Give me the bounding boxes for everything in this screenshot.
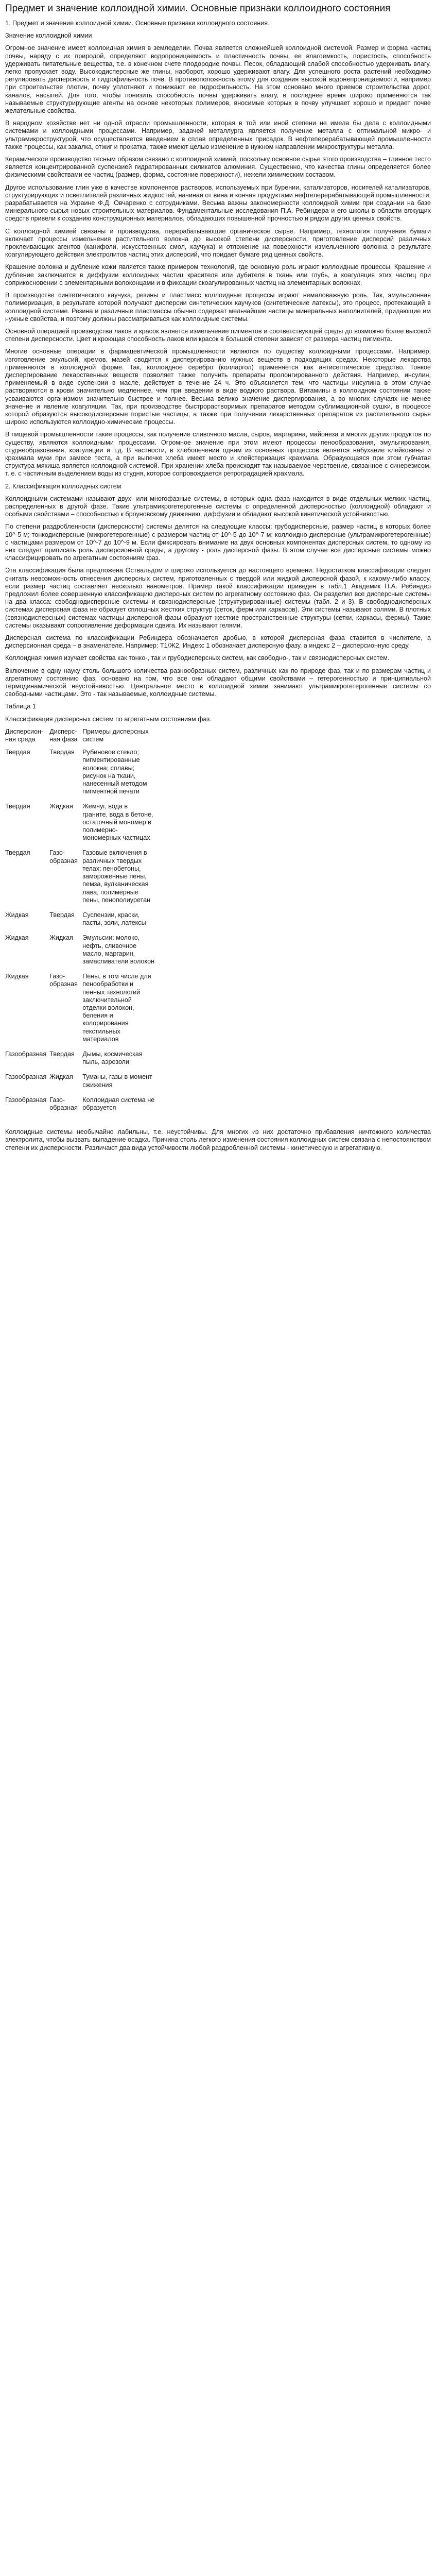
cell-examples: Рубиновое стекло; пигментированные волокна; сплавы; рисунок на ткани, нанесенный методом пигментной печати — [82, 749, 147, 795]
table-row — [5, 934, 158, 973]
cell-medium: Твердая — [5, 849, 30, 857]
table-row — [5, 1073, 158, 1096]
header-medium: Дисперсион-ная среда — [5, 727, 44, 743]
header-examples: Примеры дисперсных систем — [82, 727, 149, 743]
closing-paragraph: Коллоидные системы необычайно лабильны, т.е. неустойчивы. Для многих из них достаточно прибавления ничтожного количества электролита, чтобы вызвать выпадение осадка. Причина столь легкого изменения состояния коллоидных систем связана с непостоянством степени их дисперсности. Различают два вида устойчивости любой раздробленной системы - кинетическую и агрегативную. — [5, 1128, 431, 1151]
paragraph: Классификация дисперсных систем по агрегатным состояниям фаз. — [5, 715, 212, 723]
paragraph: Другое использование глин уже в качестве компонентов растворов, используемых при бурении, катализаторов, носителей катализаторов, структурирующих и осветлителей различных жидкостей, начиная от вина и кончая продуктами нефтеперерабатывающей промышленности, разрабатывается на Украине Ф.Д. Овчаренко с сотрудниками. Весьма важны закономерности коллоидной химии при создании на базе минерального сырья новых строительных материалов. Фундаментальные исследования П.А. Ребиндера и его школы в области вяжущих средств привели к созданию конструкционных материалов, обладающих повышенной прочностью и рядом других ценных свойств. — [5, 183, 431, 223]
table-row — [5, 749, 158, 803]
paragraph: 1. Предмет и значение коллоидной химии. Основные признаки коллоидного состояния. — [5, 20, 270, 27]
paragraph: 2. Классификация коллоидных систем — [5, 482, 121, 490]
table-header-row — [5, 728, 158, 749]
paragraph: Коллоидная химия изучает свойства как тонко-, так и грубодисперсных систем, как свободно-, так и связнодисперсных систем. — [5, 654, 390, 662]
cell-medium: Жидкая — [5, 911, 29, 919]
cell-phase: Твердая — [49, 749, 75, 756]
paragraph: Дисперсная система по классификации Ребиндера обозначается дробью, в которой дисперсная фаза ставится в числителе, а дисперсионная среда – в знаменателе. Например: Т1/Ж2, Индекс 1 обозначает дисперсную фазу, а индекс 2 – дисперсионную среду. — [5, 634, 431, 650]
paragraph: Керамическое производство тесным образом связано с коллоидной химией, поскольку основное сырье этого производства – глинное тесто является концентрированной суспензией гидратированных силикатов алюминия. Существенно, что качества глины определяется более физическими свойствами ее частиц (размер, форма, состояние поверхности), нежели химическим составом. — [5, 156, 431, 179]
cell-medium: Газообразная — [5, 1073, 47, 1081]
cell-medium: Жидкая — [5, 934, 29, 942]
cell-examples: Туманы, газы в момент сжижения — [82, 1073, 152, 1089]
paragraph: Коллоидными системами называют двух- или многофазные системы, в которых одна фаза находится в виде отдельных мелких частиц, распределенных в другой фазе. Такие ультрамикрогетерогенные системы с определенной дисперсностью (коллоидной) обладают и особыми свойствами – способностью к броуновскому движению, диффузии и обладают высокой кинетической устойчивостью. — [5, 495, 431, 518]
cell-phase: Твердая — [49, 911, 75, 919]
page-title: Предмет и значение коллоидной химии. Основные признаки коллоидного состояния — [5, 3, 391, 14]
article-body — [5, 20, 431, 723]
cell-examples: Эмульсии: молоко, нефть, сливочное масло, маргарин, замасливатели волокон — [82, 934, 155, 965]
cell-phase: Газо-образная — [49, 1096, 78, 1111]
paragraph: Значение коллоидной химии — [5, 32, 92, 40]
cell-medium: Газообразная — [5, 1050, 47, 1058]
cell-medium: Газообразная — [5, 1096, 47, 1104]
table-row — [5, 1050, 158, 1073]
cell-examples: Пены, в том числе для пенообработки и пенных технологий заключительной отделки волокон, беления и колорирования текстильных материалов — [82, 973, 151, 1043]
cell-phase: Газо-образная — [49, 973, 78, 988]
header-phase: Дисперс-ная фаза — [49, 727, 78, 743]
table-row — [5, 1096, 158, 1119]
paragraph: Основной операцией производства лаков и красок является измельчение пигментов и соответствующей среды до возможно более высокой степени дисперсности. Цвет и кроющая способность лаков или красок в большой степени зависят от размера частиц пигмента. — [5, 327, 431, 343]
cell-medium: Твердая — [5, 749, 30, 756]
paragraph: Включение в одну науку столь большого количества разнообразных систем, различных как по природе фаз, так и по размерам частиц и агрегатному состоянию фаз, основано на том, что все они обладают общими свойствами – гетерогенностью и принципиальной термодинамической неустойчивостью. Центральное место в коллоидной химии занимают ультрамикрогетерогенные системы со свободными частицами. Это - так называемые, коллоидные системы. — [5, 667, 431, 698]
paragraph: Огромное значение имеет коллоидная химия в земледелии. Почва является сложнейшей коллоидной системой. Размер и форма частиц почвы, наряду с их природой, определяют водопроницаемость и пластичность почвы, ее влагоемкость, пористость, способность удерживать питательные вещества, т.е. в конечном счете плодородие почвы. Песок, обладающий слабой способностью удерживать влагу, легко пропускает воду. Высокодисперсные же глины, наоборот, хорошо удерживают влагу. Для успешного роста растений необходимо регулировать дисперсность и гидрофильность почв. В противоположность этому для создания высокой водонепроницаемости, например при строительстве плотин, почву уплотняют и понижают ее гидрофильность. На этом основано много приемов строительства дорог, каналов, насыпей. Для того, чтобы понизить способность почвы удерживать влагу, в последнее время широко применяются так называемые структурирующие агенты на основе некоторых полимеров, вносимые которых в почву улучшает хорошо и придает почве желательные свойства. — [5, 44, 431, 115]
cell-examples: Жемчуг, вода в граните, вода в бетоне, остаточный мономер в полимерно-мономерных частицах — [82, 803, 153, 842]
dispersion-table — [5, 728, 158, 1119]
paragraph: Многие основные операции в фармацевтической промышленности являются по существу коллоидными процессами. Например, изготовление эмульсий, кремов, мазей сводится к диспергированию нужных веществ в подходящих средах. Некоторые лекарства применяются в коллоидной форме. Так, коллоидное серебро (колларгол) применяется как антисептическое средство. Тонкое диспергирование лекарственных веществ позволяет также получить препараты пролонгированного действия. Например, инсулин, применяемый в виде суспензии в масле, действует в течение 24 ч. Это объясняется тем, что частицы инсулина в этом случае растворяются в крови значительно медленнее, чем при введении в виде водного раствора. Витамины в коллоидном состоянии также усваиваются организмом значительно быстрее и полнее. Весьма велико значение диспергирования, а во многих случаях не менее значение и явление коагуляции. Так, при производстве быстрорастворимых препаратов методом сублимационной сушки, в процессе которой образуются высокодисперсные пористые частицы, а также при получении лекарственных препаратов из растительного сырья широко используются коллоидно-химические процессы. — [5, 348, 431, 426]
paragraph: С коллоидной химией связаны и производства, перерабатывающие органическое сырье. Например, технология получения бумаги включает процессы измельчения растительного волокна до высокой степени дисперсности, приготовление дисперсий различных проклеивающих агентов (канифоли, искусственных смол, каучука) и отложение на поверхности измельченного волокна в результате коагулирующего действия электролитов частиц этих дисперсий, что придает бумаге ряд ценных свойств. — [5, 227, 431, 259]
table-row — [5, 803, 158, 849]
cell-phase: Твердая — [49, 1050, 75, 1058]
table-row — [5, 849, 158, 911]
paragraph: В народном хозяйстве нет ни одной отрасли промышленности, которая в той или иной степени не имела бы дела с коллоидными системами и коллоидными процессами. Например, задачей металлурга является получение металла с оптимальной микро- и ультрамикроструктурой, что осуществляется введением в сплав определенных присадок. В нефтеперерабатывающей промышленности также процессы, как закалка, отжиг и прокатка, также имеют целью изменение в нужном направлении микроструктуры металла. — [5, 120, 431, 150]
cell-medium: Твердая — [5, 803, 30, 810]
paragraph: Эта классификация была предложена Оствальдом и широко используется до настоящего времени. Недостатком классификации следует считать невозможность отнесения дисперсных систем, приготовленных с твердой или жидкой дисперсной фазой, к какому-либо классу, если размер частиц составляет несколько нанометров. Пример такой классификации приведен в табл.1 Академик П.А. Ребиндер предложил более совершенную классификацию дисперсных систем по агрегатному состоянию фаз. Он разделил все дисперсные системы на два класса: свободнодисперсные системы и связнодисперсные (структурированные) системы (табл. 2 и 3). В свободнодисперсных системах дисперсная фаза не образует сплошных жестких структур (сеток, ферм или каркасов). Эти системы называют золями. В плотных (связнодисперсных) системах частицы дисперсной фазы образуют жесткие пространственные структуры (сетки, каркасы, фермы). Такие системы оказывают сопротивление деформации сдвига. Их называют гелями. — [5, 567, 431, 629]
cell-examples: Коллоидная система не образуется — [82, 1096, 155, 1111]
cell-phase: Газо-образная — [49, 849, 78, 865]
paragraph: Крашение волокна и дубление кожи является также примером технологий, где основную роль играют коллоидные процессы. Крашение и дубление заключается в диффузии коллоидных частиц красителя или дубителя в ткань или глубь, а коагуляция этих частиц при соприкосновении с элементарными волоконцами и в фиксации скоагулированных частиц на элементарных волокнах. — [5, 263, 431, 286]
paragraph: По степени раздробленности (дисперсности) системы делятся на следующие классы: грубодисперсные, размер частиц в которых более 10^-5 м; тонкодисперсные (микрогетерогенные) с размером частиц от 10^-5 до 10^-7 м; коллоидно-дисперсные (ультрамикрогетерогенные) с частицами размером от 10^-7 до 10^-9 м. Если фиксировать внимание на двух основных компонентах дисперсных систем, то одному из них следует приписать роль дисперсионной среды, а другому - роль дисперсной фазы. В этом случае все дисперсные системы можно классифицировать по агрегатным состояниям фаз. — [5, 523, 431, 562]
cell-phase: Жидкая — [49, 803, 73, 810]
article — [0, 0, 436, 1167]
cell-medium: Жидкая — [5, 973, 29, 980]
cell-phase: Жидкая — [49, 1073, 73, 1081]
table-row — [5, 973, 158, 1050]
paragraph: В пищевой промышленности такие процессы, как получение сливочного масла, сыров, маргарина, майонеза и многих других продуктов по существу, являются коллоидными процессами. Огромное значение при этом имеют процессы пенообразования, эмульгирования, студнеобразования, коагуляции и т.д. В частности, в хлебопечении одним из основных процессов является набухание клейковины и крахмала муки при замесе теста, а при выпечке хлеба имеет место и клейстеризация крахмала. Образующаяся при этом губчатая структура мякиша является коллоидной системой. При хранении хлеба происходит так называемое черствение, связанное с синерезисом, т. е. с частичным выделением воды из студня, которое сопровождается ретроградацией крахмала. — [5, 431, 431, 478]
paragraph: В производстве синтетического каучука, резины и пластмасс коллоидные процессы играют немаловажную роль. Так, эмульсионная полимеризация, в результате которой получают дисперсии синтетических каучуков (синтетические латексы), это процесс, протекающий в коллоидной системе. Резина и различные пластмассы обычно содержат мельчайшие частицы минеральных наполнителей, придающие им нужные свойства, и поэтому должны рассматриваться как коллоидные системы. — [5, 292, 431, 323]
cell-examples: Газовые включения в различных твердых телах: пенобетоны, замороженные пены, пемза, вулканическая лава, полимерные пены, пенополиуретан — [82, 849, 151, 904]
paragraph: Таблица 1 — [5, 703, 36, 710]
cell-examples: Дымы, космическая пыль, аэрозоли — [82, 1050, 143, 1066]
table-row — [5, 911, 158, 934]
cell-examples: Суспензии, краски, пасты, золи, латексы — [82, 911, 146, 927]
cell-phase: Жидкая — [49, 934, 73, 942]
